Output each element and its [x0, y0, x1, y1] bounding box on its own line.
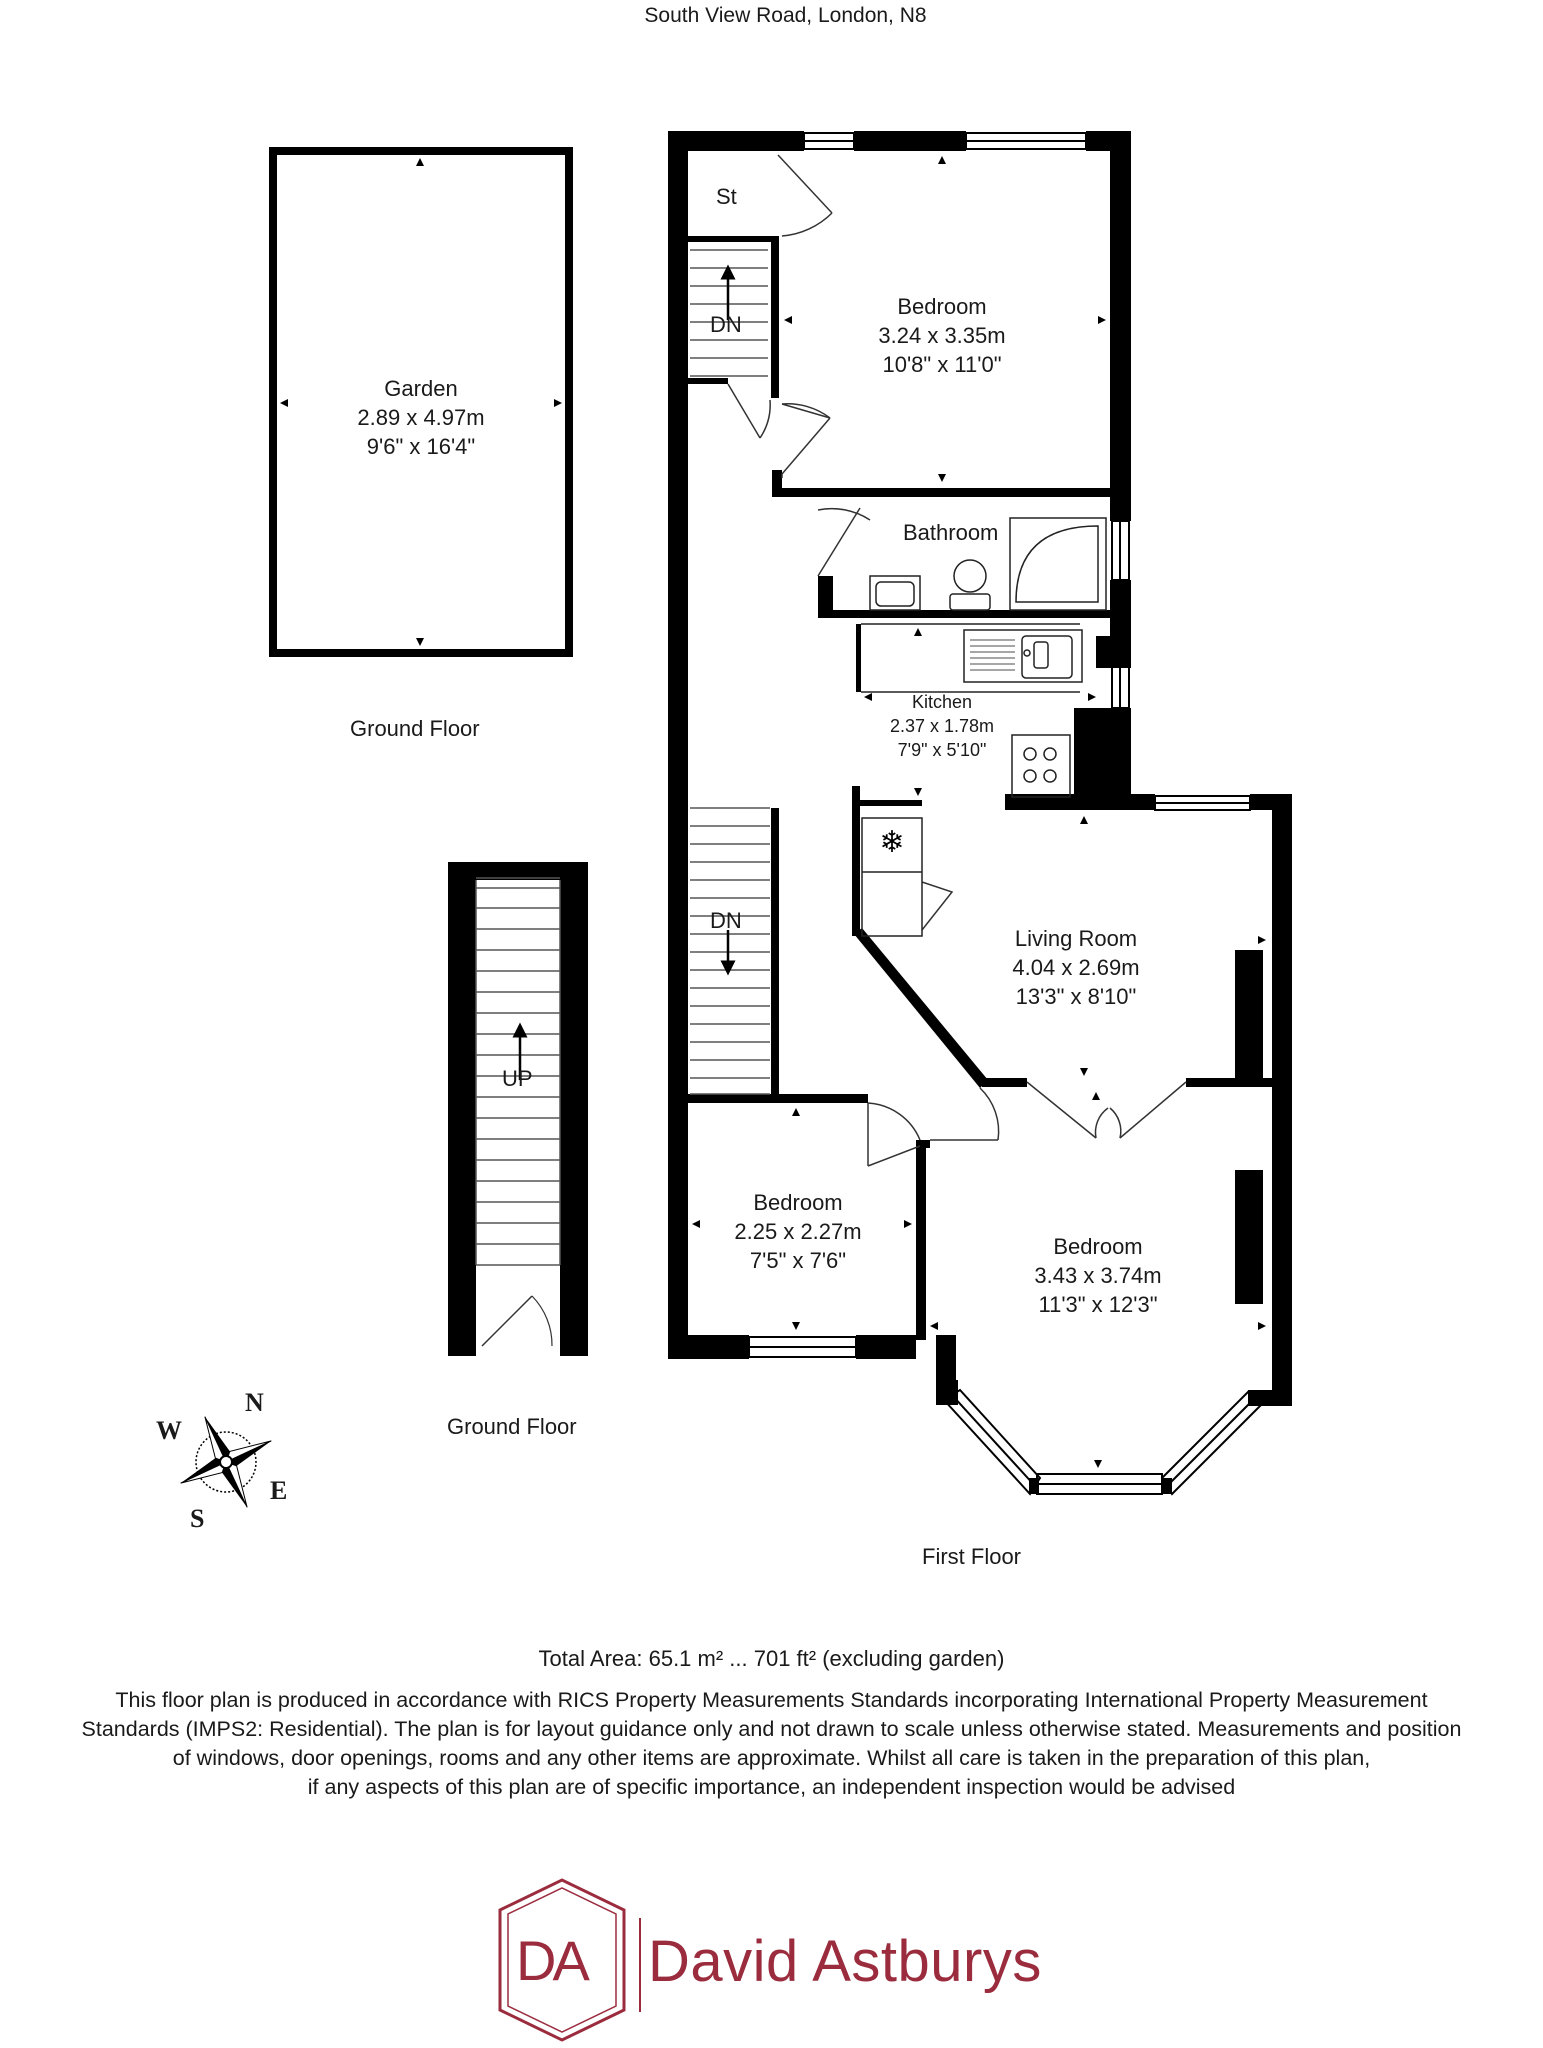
room-imperial: 11'3" x 12'3"	[1038, 1292, 1158, 1317]
bathroom-label: Bathroom	[903, 520, 999, 545]
bedroom-top-label	[842, 292, 1042, 379]
property-address: South View Road, London, N8	[644, 4, 927, 27]
kitchen-label	[842, 690, 1042, 762]
room-name: Garden	[384, 376, 458, 401]
stairs-dn-top-label: DN	[710, 312, 742, 337]
compass-w: W	[156, 1416, 182, 1445]
bedroom-small-label	[698, 1188, 898, 1275]
garden-label	[321, 374, 521, 461]
disclaimer	[0, 1686, 1543, 1802]
room-imperial: 7'5" x 7'6"	[749, 1248, 847, 1273]
room-metric: 3.43 x 3.74m	[1034, 1263, 1162, 1288]
room-name: Bedroom	[753, 1190, 843, 1215]
total-area: Total Area: 65.1 m² ... 701 ft² (excluding garden)	[538, 1646, 1005, 1671]
living-diagonal-wall	[854, 928, 988, 1088]
room-imperial: 9'6" x 16'4"	[366, 434, 476, 459]
floor-label-ground-entrance: Ground Floor	[447, 1414, 577, 1439]
room-imperial: 13'3" x 8'10"	[1015, 984, 1137, 1009]
disclaimer-line: if any aspects of this plan are of specific importance, an independent inspection would be advised	[307, 1775, 1236, 1799]
bedroom-bay-label	[998, 1232, 1198, 1319]
bay-frame	[936, 1380, 1172, 1494]
compass-n: N	[245, 1388, 264, 1417]
room-imperial: 10'8" x 11'0"	[882, 352, 1002, 377]
floor-label-ground-garden: Ground Floor	[350, 716, 480, 741]
room-name: Kitchen	[911, 692, 973, 712]
brand-monogram: DA	[516, 1929, 586, 1992]
interior-walls	[688, 236, 1276, 1340]
room-name: Living Room	[1014, 926, 1138, 951]
stairs-up-label: UP	[502, 1066, 533, 1091]
room-metric: 2.89 x 4.97m	[357, 405, 485, 430]
room-metric: 4.04 x 2.69m	[1012, 955, 1140, 980]
floor-label-first: First Floor	[922, 1544, 1021, 1569]
compass-e: E	[270, 1476, 288, 1505]
store-label: St	[716, 184, 737, 209]
room-name: Bedroom	[1053, 1234, 1143, 1259]
disclaimer-line: Standards (IMPS2: Residential). The plan is for layout guidance only and not drawn to scale unless otherwise stated. Measurements and position	[81, 1717, 1462, 1741]
living-room-label	[976, 924, 1176, 1011]
mid-stairs	[690, 808, 770, 1094]
compass-s: S	[190, 1504, 205, 1533]
snowflake-icon: ❄	[879, 826, 905, 859]
brand-name: David Astburys	[648, 1929, 1042, 1994]
disclaimer-line: of windows, door openings, rooms and any other items are approximate. Whilst all care is taken in the preparation of this plan,	[172, 1746, 1371, 1770]
room-metric: 3.24 x 3.35m	[878, 323, 1006, 348]
stairs-dn-mid-label: DN	[710, 908, 742, 933]
disclaimer-line: This floor plan is produced in accordance with RICS Property Measurements Standards incorporating International Property Measurement	[115, 1688, 1428, 1712]
room-metric: 2.25 x 2.27m	[734, 1219, 862, 1244]
ground-entrance-stairs	[448, 862, 588, 1356]
room-name: Bedroom	[897, 294, 987, 319]
room-metric: 2.37 x 1.78m	[889, 716, 995, 736]
room-imperial: 7'9" x 5'10"	[897, 740, 987, 760]
kitchen-fixtures	[861, 624, 1082, 936]
